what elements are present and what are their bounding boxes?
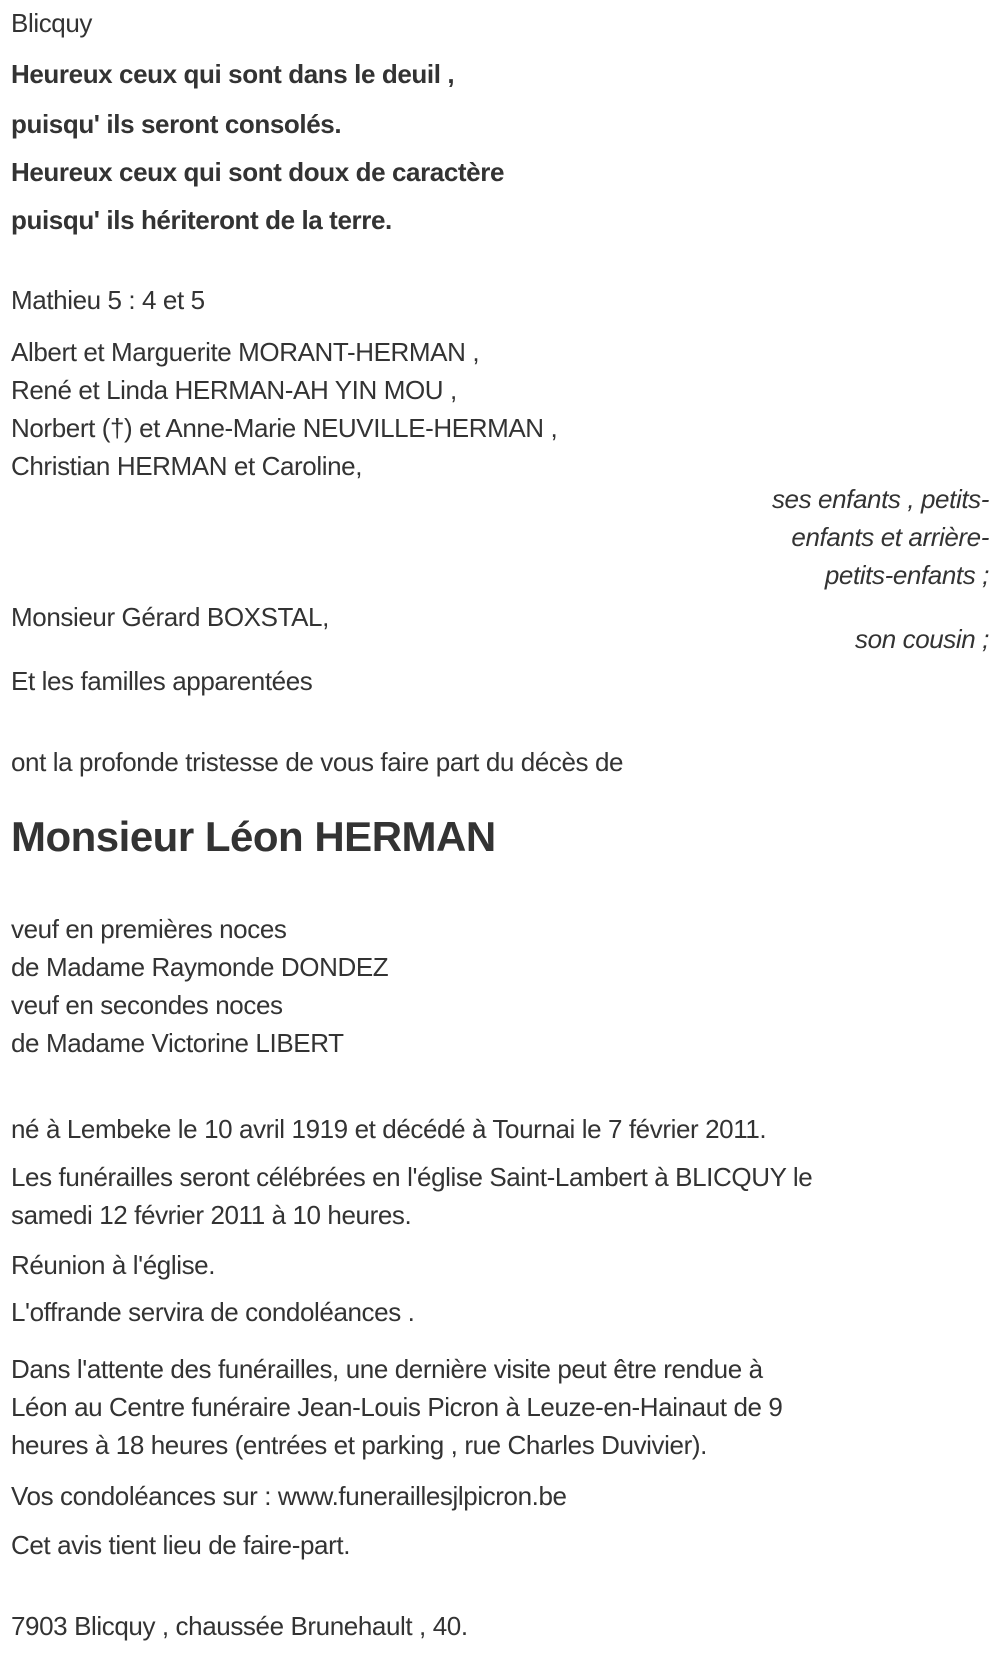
visit-line: heures à 18 heures (entrées et parking , rue Charles Duvivier). [11, 1430, 707, 1460]
marital-line: de Madame Raymonde DONDEZ [11, 952, 389, 982]
condolences-line [11, 1477, 989, 1515]
announcement-text: ont la profonde tristesse de vous faire part du décès de [11, 747, 624, 777]
marital-line: veuf en secondes noces [11, 990, 283, 1020]
cousin-name-text: Monsieur Gérard BOXSTAL, [11, 602, 329, 632]
birth-death-line [11, 1110, 989, 1148]
children-names [11, 333, 989, 485]
attribution-line: ses enfants , petits- [771, 484, 989, 514]
place-line [11, 4, 989, 42]
church-meeting-line [11, 1246, 989, 1284]
place-text: Blicquy [11, 8, 93, 38]
epigraph-text-2: puisqu' ils seront consolés. [11, 109, 342, 139]
epigraph-line-3 [11, 153, 989, 191]
notice-line [11, 1526, 989, 1564]
epigraph-text-1: Heureux ceux qui sont dans le deuil , [11, 59, 455, 89]
funeral-service [11, 1158, 989, 1234]
funeral-line: Les funérailles seront célébrées en l'église Saint-Lambert à BLICQUY le [11, 1162, 813, 1192]
visit-line: Dans l'attente des funérailles, une dernière visite peut être rendue à [11, 1354, 763, 1384]
attribution-line: petits-enfants ; [824, 560, 989, 590]
epigraph-text-3: Heureux ceux qui sont doux de caractère [11, 157, 505, 187]
children-attribution [11, 480, 989, 594]
notice-text: Cet avis tient lieu de faire-part. [11, 1530, 351, 1560]
last-visit-paragraph [11, 1350, 989, 1464]
birth-death-text: né à Lembeke le 10 avril 1919 et décédé à Tournai le 7 février 2011. [11, 1114, 767, 1144]
epigraph-line-4 [11, 201, 989, 239]
epigraph-line-1 [11, 55, 989, 93]
related-families-text: Et les familles apparentées [11, 666, 313, 696]
address-line [11, 1607, 989, 1645]
cousin-attribution-text: son cousin ; [855, 624, 989, 654]
condolences-website-url[interactable]: www.funeraillesjlpicron.be [277, 1481, 567, 1511]
attribution-line: enfants et arrière- [791, 522, 989, 552]
scripture-reference-text: Mathieu 5 : 4 et 5 [11, 285, 205, 315]
epigraph-line-2 [11, 105, 989, 143]
child-line: Norbert (†) et Anne-Marie NEUVILLE-HERMAN , [11, 413, 558, 443]
offering-text: L'offrande servira de condoléances . [11, 1297, 415, 1327]
deceased-name [11, 814, 989, 860]
marital-line: de Madame Victorine LIBERT [11, 1028, 344, 1058]
address-text: 7903 Blicquy , chaussée Brunehault , 40. [11, 1611, 468, 1641]
funeral-line: samedi 12 février 2011 à 10 heures. [11, 1200, 412, 1230]
marital-line: veuf en premières noces [11, 914, 287, 944]
deceased-name-text: Monsieur Léon HERMAN [11, 813, 496, 860]
marital-status [11, 910, 989, 1062]
epigraph-text-4: puisqu' ils hériteront de la terre. [11, 205, 392, 235]
visit-line: Léon au Centre funéraire Jean-Louis Picron à Leuze-en-Hainaut de 9 [11, 1392, 783, 1422]
child-line: René et Linda HERMAN-AH YIN MOU , [11, 375, 457, 405]
announcement-line [11, 743, 989, 781]
condolences-prefix: Vos condoléances sur : [11, 1481, 278, 1511]
related-families [11, 662, 989, 700]
scripture-reference [11, 281, 989, 319]
offering-line [11, 1293, 989, 1331]
child-line: Christian HERMAN et Caroline, [11, 451, 363, 481]
church-meeting-text: Réunion à l'église. [11, 1250, 216, 1280]
child-line: Albert et Marguerite MORANT-HERMAN , [11, 337, 480, 367]
